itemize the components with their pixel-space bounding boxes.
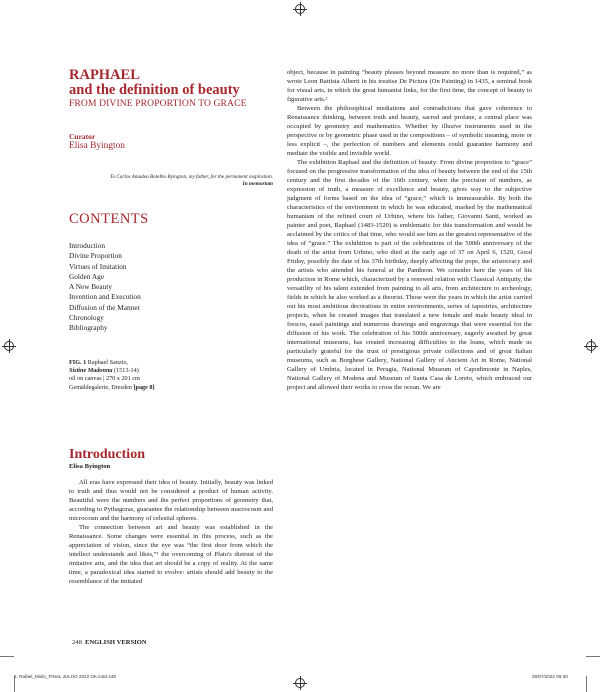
figure-page-ref: [page 8] bbox=[133, 383, 155, 391]
page-number: 248 bbox=[72, 639, 82, 646]
figure-label: FIG. 1 bbox=[69, 358, 87, 366]
crop-mark bbox=[586, 656, 600, 657]
curator-name: Elisa Byington bbox=[69, 141, 125, 151]
figure-dates: (1513-14) bbox=[114, 366, 139, 374]
toc-item[interactable]: Chronology bbox=[69, 313, 104, 323]
body-paragraph: object, because in painting “beauty pleases beyond measure no more than is required,” as wrote Leon Battista Alberti in his treatise De Pictura (On Painting) in 1435, a seminal book for visual arts, in which the great humanist links, for the first time, the concept of beauty to figurative arts.² bbox=[287, 69, 532, 103]
introduction-heading: Introduction bbox=[69, 446, 145, 462]
main-title: RAPHAEL bbox=[69, 67, 140, 83]
registration-mark-top bbox=[295, 4, 305, 14]
toc-item[interactable]: Virtues of Imitation bbox=[69, 261, 127, 271]
dedication: To Carlos Amadeu Botelho Byington, my father, for the permanent inspiration. bbox=[110, 174, 273, 180]
introduction-paragraph: The connection between art and beauty was established in the Renaissance. Some changes were essential in this process, such as the appreciation of vision, since the eye was “the first door from which the intellect understands and likes,”¹ the overcoming of Plato's distrust of the imitative arts, and the idea that art should be a copy of reality. At the same time, a paradoxical idea started to evolve: artists should add beauty to the resemblance of the imitated bbox=[69, 523, 273, 585]
crop-mark bbox=[586, 676, 587, 692]
figure-artist: Raphael Sanzio, bbox=[87, 358, 128, 366]
toc-item[interactable]: Divine Proportion bbox=[69, 251, 122, 261]
right-column bbox=[287, 68, 532, 392]
registration-mark-left bbox=[4, 341, 14, 351]
in-memoriam: In memoriam bbox=[242, 181, 273, 187]
section-label: ENGLISH VERSION bbox=[85, 639, 147, 646]
subtitle: FROM DIVINE PROPORTION TO GRACE bbox=[69, 98, 247, 109]
toc-item[interactable]: Invention and Execution bbox=[69, 292, 141, 302]
toc-item[interactable]: Golden Age bbox=[69, 271, 105, 281]
left-column bbox=[69, 68, 273, 586]
main-title-line2: and the definition of beauty bbox=[69, 82, 240, 98]
introduction-author: Elisa Byington bbox=[69, 462, 111, 470]
figure-location: Gemäldegalerie, Dresden bbox=[69, 383, 132, 391]
contents-heading: CONTENTS bbox=[69, 211, 149, 227]
print-timestamp: 28/07/2022 09:30 bbox=[532, 674, 568, 679]
toc-item[interactable]: Introduction bbox=[69, 241, 106, 250]
registration-mark-right bbox=[586, 341, 596, 351]
introduction-paragraph: All eras have expressed their idea of beauty. Initially, beauty was linked to truth and thus would not be considered a product of human activity. Beautiful were the numbers and the perfect proportions of geometry that, according to Pythagoras, guarantee the relationship between macrocosm and microcosm and the harmony of celestial spheres. bbox=[69, 478, 273, 522]
body-paragraph: Between the philosophical mediations and contradictions that gave coherence to Renaissance thinking, between truth and beauty, sacred and profane, a central place was occupied by geometry and mathematics. Whether by illusive instruments used in the perspective or by geometric phase used in the compositions – of symbolic meaning, more or less explicit –, the perfection of numbers and elements could guarantee harmony and mediate the visible and invisible world. bbox=[287, 105, 532, 157]
curator-label: Curator bbox=[69, 132, 96, 141]
toc-item[interactable]: A New Beauty bbox=[69, 282, 112, 292]
registration-mark-bottom bbox=[295, 678, 305, 688]
toc-item[interactable]: Diffusion of the Manner bbox=[69, 302, 140, 312]
figure-caption bbox=[69, 359, 273, 392]
body-paragraph: The exhibition Raphael and the definition of beauty: From divine proportion to “grace” focused on the progressive transformation of the idea of beauty between the end of the 15th century and the first decades of the 16th century, when the precision of numbers, as expression of truth, a measure of excellence and beauty, gives way to the subjective judgment of forms based on the idea of “grace,” which is immeasurable. By both the characteristics of the environment in which he was educated, marked by the mathematical humanism of the refined court of Urbino, where his father, Giovanni Santi, worked as painter and poet, Raphael (1483-1520) is emblematic for this transformation and would be acclaimed by the critics of that time, who would see him as the greatest representative of the idea of “grace.” The exhibition is part of the celebrations of the 500th anniversary of the death of the artist from Urbino, who died at the early age of 37 on April 6, 1520, Good Friday, possibly the date of his 37th birthday, deeply affecting the pope, the aristocracy and the artists who attended his funeral at the Pantheon. We consider here the years of his production in Rome which, characterized by a renewed relation with Classical Antiquity, the versatility of his talent extended from painting to all arts, from architecture to archeology, fields in which he also worked as a theorist. Those were the years in which the artist carried out his most ambitious decorations in entire environments, series of tapestries, architecture projects, when he created images that translated a new female and male beauty ideal in frescos, easel paintings and numerous drawings and engravings that were essential for the diffusion of his work. The celebration of his 500th anniversary, eagerly awaited by great international museums, has created increasing difficulties to the loans, which made us particularly grateful for the trust of prestigious private collections and of great Italian museums, such as Borghese Gallery, National Gallery of Ancient Art in Rome, National Gallery of Umbria, located in Perugia, National Museum of Capodimonte in Naples, National Gallery of Modena and Museum of Santa Casa de Loreto, which embraced our project and allowed their works to cross the ocean. We are bbox=[287, 159, 532, 391]
figure-title: Sistine Madonna bbox=[69, 366, 113, 374]
toc-item[interactable]: Bibliography bbox=[69, 323, 108, 333]
figure-medium: oil on canvas | 270 x 201 cm bbox=[69, 375, 140, 383]
table-of-contents bbox=[69, 241, 273, 334]
print-slug: 2. Rafael_Miolo_FINAL JULHO 2022 OK.indd 248 bbox=[14, 674, 116, 679]
crop-mark bbox=[0, 656, 14, 657]
